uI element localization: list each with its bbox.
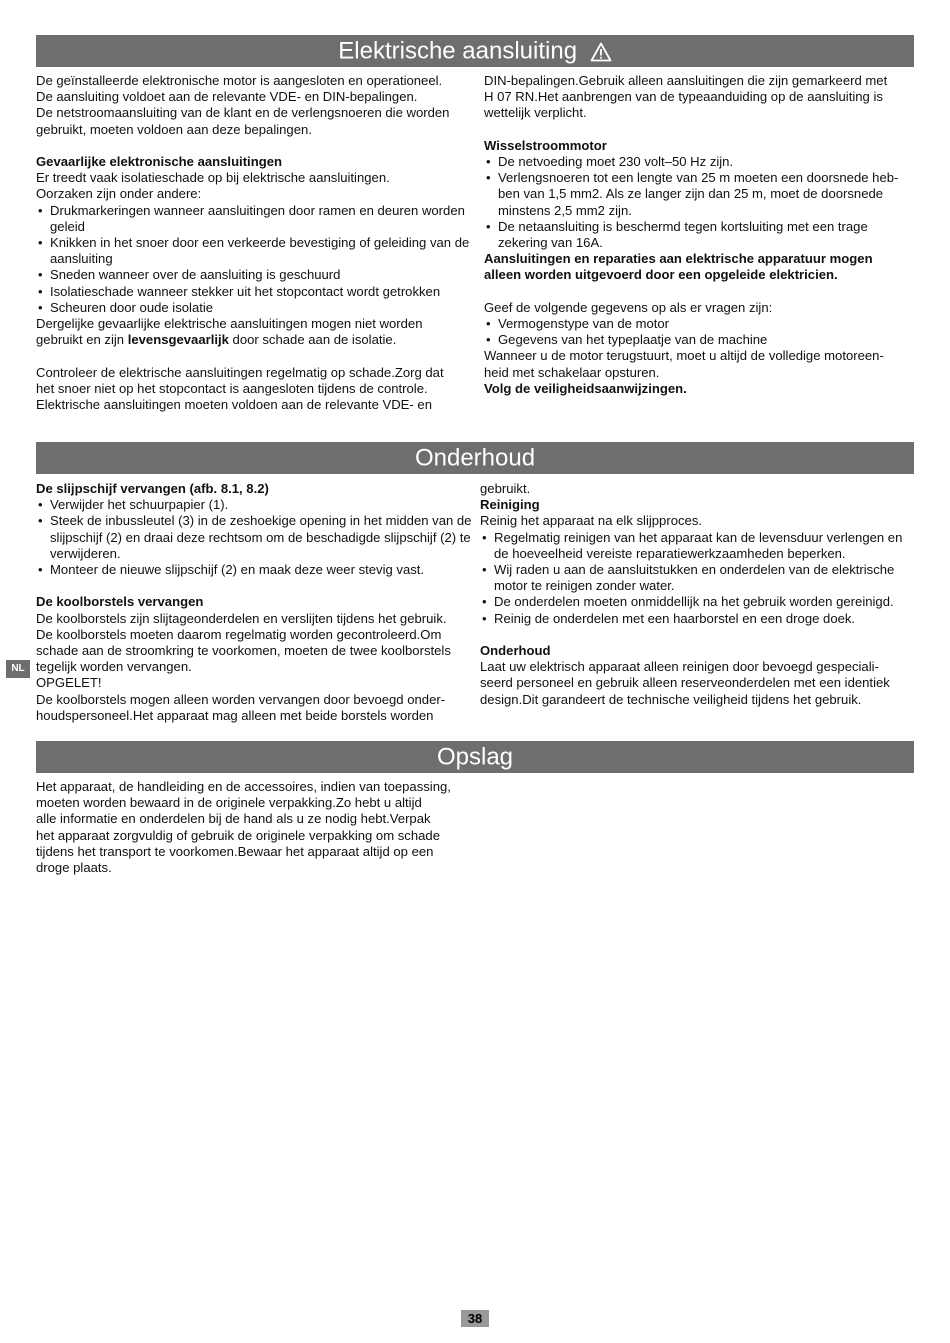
paragraph: schade aan de stroomkring te voorkomen, moeten de twee koolborstels [36,643,451,659]
paragraph: het snoer niet op het stopcontact is aangesloten tijdens de controle. [36,380,428,396]
list-item: • De netvoeding moet 230 volt–50 Hz zijn. [484,154,914,170]
safety-note: Volg de veiligheidsaanwijzingen. [484,380,687,396]
paragraph: De aansluiting voldoet aan de relevante VDE- en DIN-bepalingen. [36,89,418,105]
clean-list [480,530,914,627]
paragraph: moeten worden bewaard in de originele verpakking.Zo hebt u altijd [36,795,422,811]
list-item: • Regelmatig reinigen van het apparaat kan de levensduur verlengen en de hoeveelheid vereiste reparatiewerkzaamheden beperken. [480,530,914,562]
list-item: • Verlengsnoeren tot een lengte van 25 m moeten een doorsnede heb-ben van 1,5 mm2. Als ze langer zijn dan 25 m, moet de doorsnede minstens 2,5 mm2 zijn. [484,170,914,219]
paragraph: design.Dit garandeert de technische veiligheid tijdens het gebruik. [480,691,862,707]
paragraph: De koolborstels zijn slijtageonderdelen en verslijten tijdens het gebruik. [36,610,447,626]
paragraph: Wanneer u de motor terugstuurt, moet u altijd de volledige motoreen- [484,348,884,364]
section-header-opslag [36,741,914,773]
section-title: Onderhoud [414,444,536,472]
list-item: • Monteer de nieuwe slijpschijf (2) en maak deze weer stevig vast. [36,562,472,578]
paragraph: De geïnstalleerde elektronische motor is aangesloten en operationeel. [36,73,443,88]
onderhoud-right-column [480,481,914,708]
paragraph: Elektrische aansluitingen moeten voldoen aan de relevante VDE- en [36,397,432,413]
paragraph: gebruikt, moeten voldoen aan deze bepalingen. [36,121,312,137]
text-run: gebruikt en zijn [36,332,128,348]
paragraph: Geef de volgende gegevens op als er vragen zijn: [484,299,773,315]
paragraph: seerd personeel en gebruik alleen reserveonderdelen met een identiek [480,675,890,691]
warning-text: alleen worden uitgevoerd door een opgeleide elektricien. [484,267,838,283]
emphasis: levensgevaarlijk [127,332,229,348]
list-item: • Drukmarkeringen wanneer aansluitingen door ramen en deuren worden geleid [36,203,472,235]
paragraph: De netstroomaansluiting van de klant en de verlengsnoeren die worden [36,105,450,121]
text-run: door schade aan de isolatie. [228,332,397,348]
subheading: De koolborstels vervangen [36,594,204,610]
paragraph: het apparaat zorgvuldig of gebruik de originele verpakking om schade [36,827,440,843]
list-item: • Verwijder het schuurpapier (1). [36,497,472,513]
paragraph: OPGELET! [36,675,102,691]
paragraph: De koolborstels mogen alleen worden vervangen door bevoegd onder- [36,691,446,707]
paragraph: DIN-bepalingen.Gebruik alleen aansluitingen die zijn gemarkeerd met [484,73,888,88]
list-item: • Gegevens van het typeplaatje van de machine [484,332,914,348]
list-item: • Sneden wanneer over de aansluiting is geschuurd [36,267,472,283]
paragraph: Er treedt vaak isolatieschade op bij elektrische aansluitingen. [36,170,390,186]
disc-list [36,497,472,578]
list-item: • Vermogenstype van de motor [484,316,914,332]
opslag-column [36,779,476,876]
paragraph: De koolborstels moeten daarom regelmatig worden gecontroleerd.Om [36,626,442,642]
paragraph: heid met schakelaar opsturen. [484,364,660,380]
paragraph: Het apparaat, de handleiding en de accessoires, indien van toepassing, [36,779,451,794]
list-item: • Reinig de onderdelen met een haarborstel en een droge doek. [480,611,914,627]
paragraph: Reinig het apparaat na elk slijpproces. [480,513,702,529]
elektrisch-right-column [484,73,914,397]
paragraph: gebruikt. [480,481,531,496]
section-header-onderhoud [36,442,914,474]
paragraph: wettelijk verplicht. [484,105,587,121]
paragraph: alle informatie en onderdelen bij de hand als u ze nodig hebt.Verpak [36,811,431,827]
section-title: Opslag [436,743,514,771]
section-header-elektrische-aansluiting [36,35,914,67]
elektrisch-left-column [36,73,472,413]
paragraph: tijdens het transport te voorkomen.Bewaar het apparaat altijd op een [36,843,434,859]
list-item: • De onderdelen moeten onmiddellijk na het gebruik worden gereinigd. [480,594,914,610]
page-number: 38 [461,1310,489,1327]
list-item: • De netaansluiting is beschermd tegen kortsluiting met een trage zekering van 16A. [484,219,914,251]
paragraph [36,332,472,348]
paragraph: droge plaats. [36,860,112,876]
subheading: Reiniging [480,497,540,513]
warning-text: Aansluitingen en reparaties aan elektrische apparatuur mogen [484,251,873,267]
paragraph: tegelijk worden vervangen. [36,659,192,675]
paragraph: Laat uw elektrisch apparaat alleen reinigen door bevoegd gespeciali- [480,659,879,675]
paragraph: Controleer de elektrische aansluitingen regelmatig op schade.Zorg dat [36,364,444,380]
subheading: Gevaarlijke elektronische aansluitingen [36,154,282,169]
ac-list [484,154,914,251]
subheading: De slijpschijf vervangen (afb. 8.1, 8.2) [36,481,269,496]
info-list [484,316,914,348]
warning-triangle-icon [590,42,612,62]
paragraph: H 07 RN.Het aanbrengen van de typeaanduiding op de aansluiting is [484,89,883,105]
list-item: • Scheuren door oude isolatie [36,300,472,316]
list-item: • Knikken in het snoer door een verkeerde bevestiging of geleiding van de aansluiting [36,235,472,267]
list-item: • Wij raden u aan de aansluitstukken en onderdelen van de elektrische motor te reinigen zonder water. [480,562,914,594]
paragraph: houdspersoneel.Het apparaat mag alleen met beide borstels worden [36,707,434,723]
paragraph: Oorzaken zijn onder andere: [36,186,202,202]
section-title: Elektrische aansluiting [338,37,578,65]
language-tab: NL [6,660,30,678]
paragraph: Dergelijke gevaarlijke elektrische aansluitingen mogen niet worden [36,316,423,332]
onderhoud-left-column [36,481,472,724]
subheading: Wisselstroommotor [484,137,607,153]
list-item: • Steek de inbussleutel (3) in de zeshoekige opening in het midden van de slijpschijf (2) en draai deze rechtsom om de beschadigde slijpschijf (2) te verwijderen. [36,513,472,562]
causes-list [36,203,472,316]
list-item: • Isolatieschade wanneer stekker uit het stopcontact wordt getrokken [36,284,472,300]
subheading: Onderhoud [480,643,551,659]
